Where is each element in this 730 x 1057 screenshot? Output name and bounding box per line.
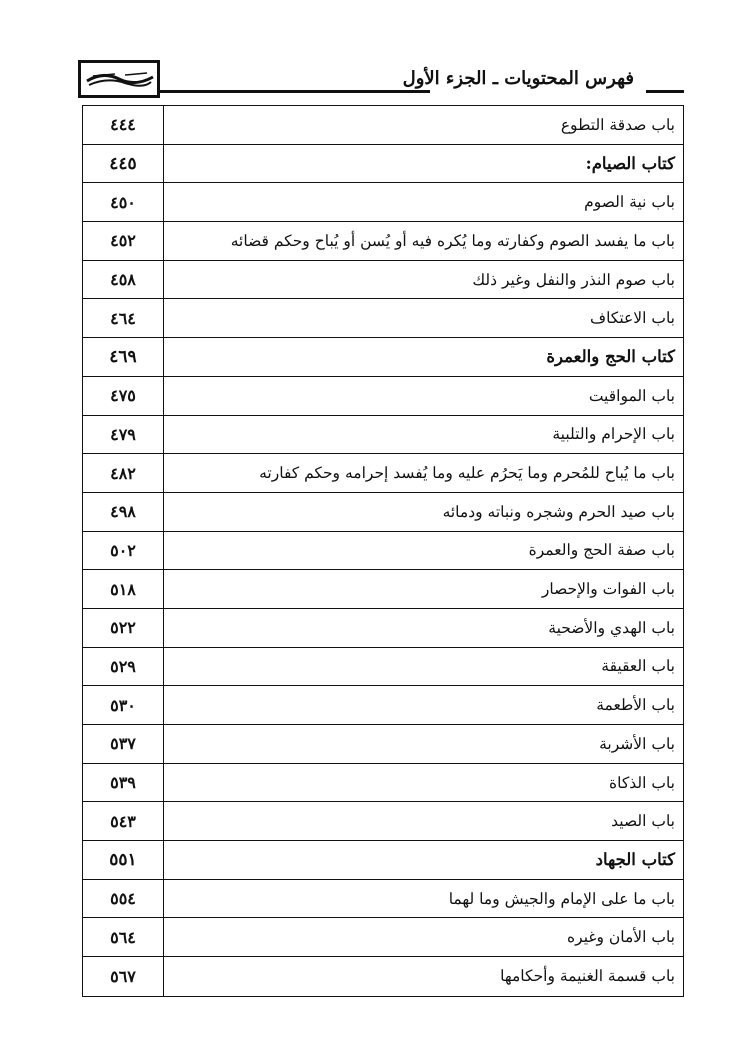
- toc-page-number: ٥٣٠: [83, 686, 164, 724]
- toc-entry-title: كتاب الصيام:: [585, 154, 675, 174]
- toc-page-number: ٤٤٥: [83, 145, 164, 183]
- toc-entry-title: باب الأشربة: [599, 734, 675, 753]
- header-rule-right: [646, 90, 684, 93]
- toc-entry-title: باب الفوات والإحصار: [541, 580, 675, 599]
- toc-row: [83, 570, 683, 609]
- header-rule-left: [160, 90, 430, 93]
- toc-row: [83, 609, 683, 648]
- toc-page-number: ٥٢٩: [83, 648, 164, 686]
- toc-entry-title: باب ما على الإمام والجيش وما لهما: [448, 889, 675, 908]
- toc-entry-title: باب الاعتكاف: [590, 309, 675, 328]
- toc-page-number: ٥٥٤: [83, 880, 164, 918]
- toc-row: [83, 106, 683, 145]
- toc-entry-title: باب العقيقة: [601, 657, 675, 676]
- toc-entry-title: باب ما يفسد الصوم وكفارته وما يُكره فيه أو يُسن أو يُباح وحكم قضائه: [230, 231, 675, 250]
- toc-page-number: ٤٥٨: [83, 261, 164, 299]
- toc-page-number: ٥٦٧: [83, 957, 164, 996]
- toc-row: [83, 686, 683, 725]
- toc-entry-title: باب نية الصوم: [584, 193, 675, 212]
- toc-book-row: [83, 338, 683, 377]
- toc-row: [83, 183, 683, 222]
- toc-row: [83, 880, 683, 919]
- toc-page-number: ٥٥١: [83, 841, 164, 879]
- toc-row: [83, 377, 683, 416]
- toc-entry-title: باب صدقة التطوع: [560, 115, 675, 134]
- toc-row: [83, 918, 683, 957]
- toc-row: [83, 493, 683, 532]
- toc-page-number: ٤٤٤: [83, 106, 164, 144]
- toc-entry-title: باب الأطعمة: [596, 696, 675, 715]
- toc-entry-title: باب الهدي والأضحية: [548, 618, 675, 637]
- toc-entry-title: باب صيد الحرم وشجره ونباته ودمائه: [442, 502, 675, 521]
- toc-page-number: ٤٦٤: [83, 299, 164, 337]
- toc-entry-title: باب ما يُباح للمُحرم وما يَحرُم عليه وما يُفسد إحرامه وحكم كفارته: [259, 464, 675, 483]
- toc-page-number: ٤٥٠: [83, 183, 164, 221]
- toc-entry-title: باب صفة الحج والعمرة: [528, 541, 675, 560]
- toc-entry-title: باب الإحرام والتلبية: [552, 425, 675, 444]
- page-header: [78, 60, 684, 100]
- toc-page-number: ٤٨٢: [83, 454, 164, 492]
- toc-row: [83, 299, 683, 338]
- toc-entry-title: باب المواقيت: [588, 386, 675, 405]
- toc-page-number: ٤٩٨: [83, 493, 164, 531]
- page-title: فهرس المحتويات ـ الجزء الأول: [397, 68, 640, 89]
- toc-row: [83, 802, 683, 841]
- toc-row: [83, 725, 683, 764]
- toc-row: [83, 454, 683, 493]
- toc-row: [83, 532, 683, 571]
- toc-row: [83, 416, 683, 455]
- toc-row: [83, 957, 683, 996]
- toc-entry-title: باب صوم النذر والنفل وغير ذلك: [472, 270, 675, 289]
- toc-entry-title: كتاب الجهاد: [595, 850, 675, 870]
- toc-page-number: ٥٤٣: [83, 802, 164, 840]
- ornament-logo-icon: [78, 60, 160, 98]
- toc-page-number: ٤٦٩: [83, 338, 164, 376]
- toc-page-number: ٥١٨: [83, 570, 164, 608]
- toc-entry-title: باب الصيد: [611, 812, 675, 831]
- toc-row: [83, 764, 683, 803]
- toc-row: [83, 261, 683, 300]
- toc-page-number: ٤٥٢: [83, 222, 164, 260]
- toc-entry-title: باب الذكاة: [609, 773, 675, 792]
- toc-page-number: ٥٣٧: [83, 725, 164, 763]
- toc-book-row: [83, 841, 683, 880]
- toc-entry-title: باب قسمة الغنيمة وأحكامها: [500, 967, 675, 986]
- toc-page-number: ٥٢٢: [83, 609, 164, 647]
- toc-page-number: ٥٠٢: [83, 532, 164, 570]
- toc-row: [83, 222, 683, 261]
- toc-entry-title: باب الأمان وغيره: [567, 928, 675, 947]
- toc-book-row: [83, 145, 683, 184]
- toc-page-number: ٥٦٤: [83, 918, 164, 956]
- toc-row: [83, 648, 683, 687]
- toc-entry-title: كتاب الحج والعمرة: [546, 347, 675, 367]
- contents-table: [82, 105, 684, 997]
- toc-page-number: ٤٧٥: [83, 377, 164, 415]
- toc-page-number: ٥٣٩: [83, 764, 164, 802]
- toc-page-number: ٤٧٩: [83, 416, 164, 454]
